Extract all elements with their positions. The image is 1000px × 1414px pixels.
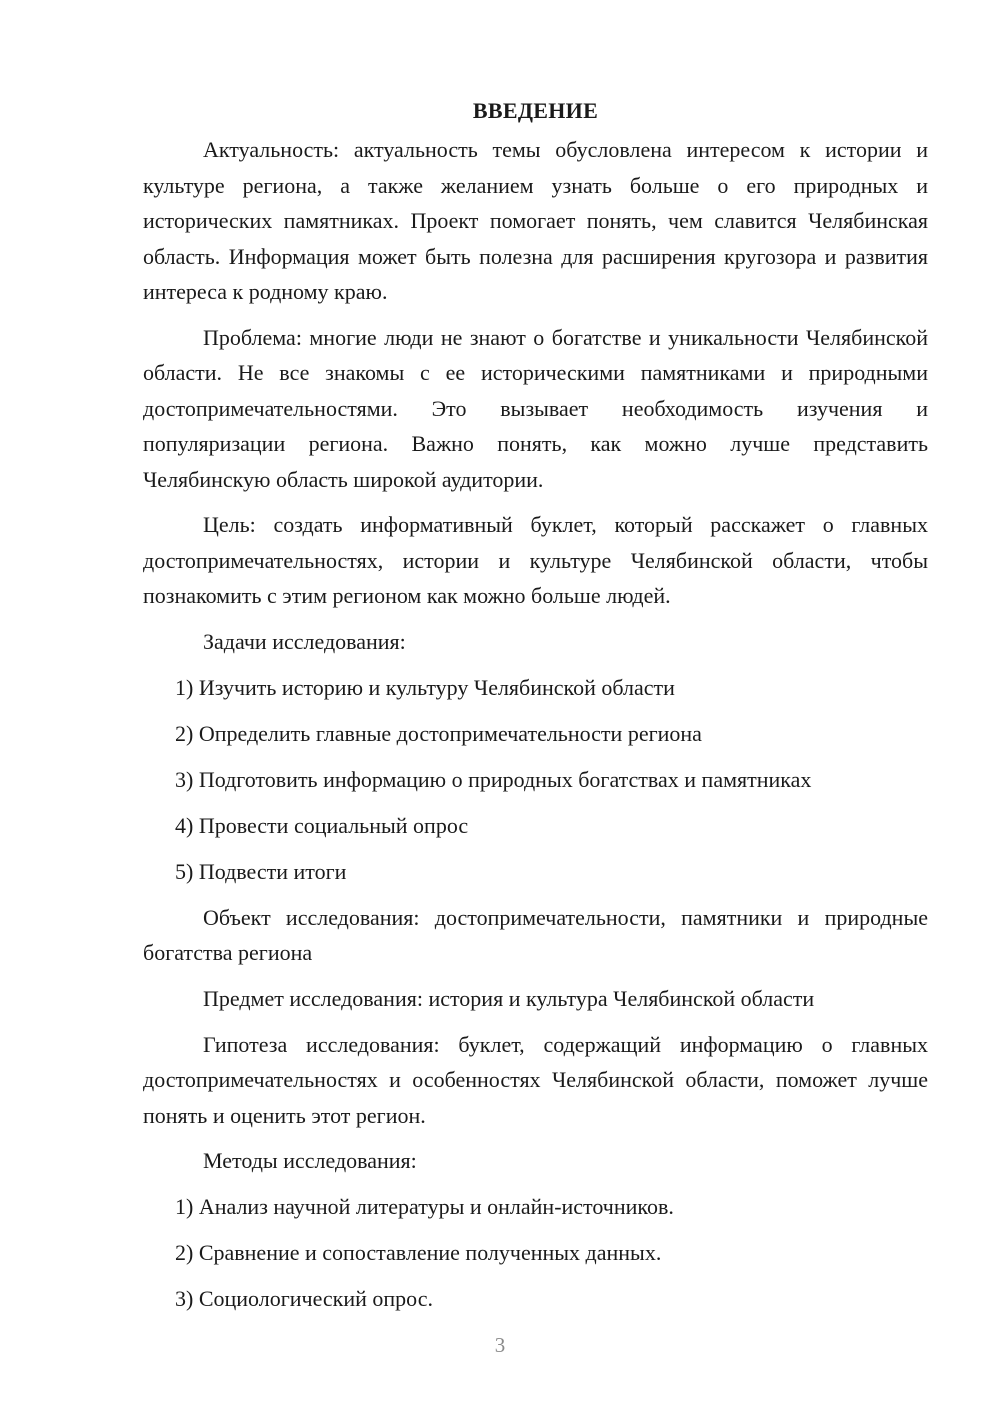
task-item: 3) Подготовить информацию о природных богатствах и памятниках bbox=[175, 766, 812, 792]
method-item: 1) Анализ научной литературы и онлайн-источников. bbox=[175, 1194, 674, 1219]
tasks-list bbox=[143, 670, 928, 889]
method-item: 3) Социологический опрос. bbox=[175, 1286, 433, 1311]
tasks-heading: Задачи исследования: bbox=[203, 628, 406, 654]
problem-paragraph: Проблема: многие люди не знают о богатстве и уникальности Челябинской области. Не все знакомы с ее историческими памятниками и природными достопримечательностями. Это вызывает необходимость изучения и популяризации региона. Важно понять, как можно лучше представить Челябинскую область широкой аудитории. bbox=[143, 324, 928, 492]
hypothesis-paragraph: Гипотеза исследования: буклет, содержащий информацию о главных достопримечательностях и особенностях Челябинской области, поможет лучше понять и оценить этот регион. bbox=[143, 1031, 928, 1128]
subject-paragraph: Предмет исследования: история и культура Челябинской области bbox=[203, 985, 815, 1011]
goal-paragraph: Цель: создать информативный буклет, который расскажет о главных достопримечательностях, истории и культуре Челябинской области, чтобы познакомить с этим регионом как можно больше людей. bbox=[143, 512, 928, 608]
task-item: 5) Подвести итоги bbox=[175, 858, 347, 884]
methods-list bbox=[143, 1189, 928, 1316]
task-item: 2) Определить главные достопримечательности региона bbox=[175, 720, 702, 746]
object-paragraph: Объект исследования: достопримечательности, памятники и природные богатства региона bbox=[143, 904, 928, 965]
page-number: 3 bbox=[494, 1333, 506, 1357]
document-page bbox=[143, 94, 928, 1327]
task-item: 1) Изучить историю и культуру Челябинской области bbox=[175, 674, 675, 700]
method-item: 2) Сравнение и сопоставление полученных данных. bbox=[175, 1240, 662, 1265]
section-title: ВВЕДЕНИЕ bbox=[472, 98, 599, 123]
relevance-paragraph: Актуальность: актуальность темы обусловлена интересом к истории и культуре региона, а также желанием узнать больше о его природных и исторических памятниках. Проект помогает понять, чем славится Челябинская область. Информация может быть полезна для расширения кругозора и развития интереса к родному краю. bbox=[143, 137, 928, 304]
methods-heading: Методы исследования: bbox=[203, 1148, 417, 1173]
task-item: 4) Провести социальный опрос bbox=[175, 812, 469, 838]
